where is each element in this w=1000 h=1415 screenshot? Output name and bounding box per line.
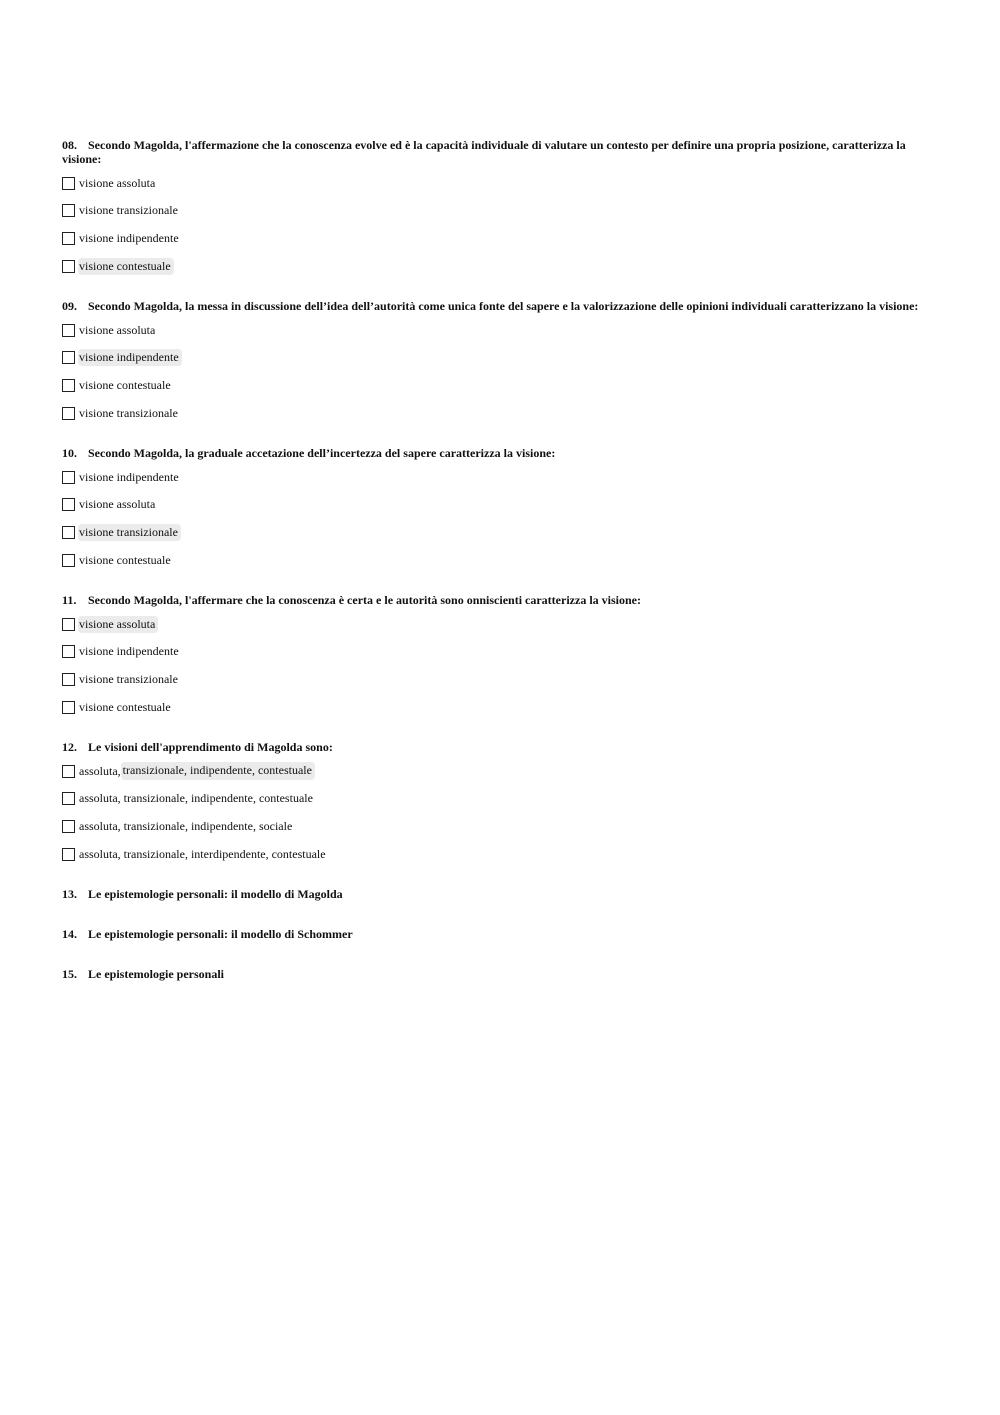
checkbox[interactable] [62,645,75,658]
checkbox[interactable] [62,324,75,337]
option-label: visione transizionale [79,405,178,420]
question-11 [62,593,942,716]
checkbox[interactable] [62,820,75,833]
option-label-highlighted: visione transizionale [78,524,181,541]
option[interactable] [62,790,942,808]
checkbox[interactable] [62,379,75,392]
topic-text: Le epistemologie personali [88,967,224,982]
question-08 [62,138,942,275]
option[interactable] [62,349,942,367]
checkbox[interactable] [62,765,75,778]
option-label: visione transizionale [79,672,178,687]
option[interactable] [62,202,942,220]
checkbox[interactable] [62,526,75,539]
checkbox[interactable] [62,177,75,190]
option-label: visione assoluta [79,175,156,190]
question-title [62,299,942,313]
question-text: Secondo Magolda, l'affermare che la conoscenza è certa e le autorità sono onniscienti caratterizza la visione: [88,593,641,608]
checkbox[interactable] [62,471,75,484]
option[interactable] [62,257,942,275]
option-label: visione contestuale [79,699,171,714]
question-text: Secondo Magolda, la messa in discussione dell’idea dell’autorità come unica fonte del sapere e la valorizzazione delle opinioni individuali caratterizzano la visione: [88,299,919,314]
option-label-highlighted: visione indipendente [78,349,182,366]
option-label: visione indipendente [79,469,179,484]
question-12 [62,740,942,863]
question-number: 12. [62,740,77,755]
checkbox[interactable] [62,792,75,805]
checkbox[interactable] [62,204,75,217]
topic-text: Le epistemologie personali: il modello di Magolda [88,887,343,902]
question-text: Le visioni dell'apprendimento di Magolda sono: [88,740,333,755]
topic-number: 14. [62,927,77,942]
option-label: assoluta, transizionale, indipendente, contestuale [79,791,313,806]
question-title [62,740,942,754]
option-label: assoluta, transizionale, interdipendente, contestuale [79,846,326,861]
question-09 [62,299,942,422]
option-label: visione assoluta [79,497,156,512]
question-text: Secondo Magolda, la graduale accetazione dell’incertezza del sapere caratterizza la visione: [88,446,556,461]
option[interactable] [62,229,942,247]
option[interactable] [62,698,942,716]
option[interactable] [62,845,942,863]
question-title [62,138,942,166]
checkbox[interactable] [62,260,75,273]
option[interactable] [62,643,942,661]
question-number: 10. [62,446,77,461]
question-title [62,593,942,607]
option[interactable] [62,404,942,422]
option[interactable] [62,468,942,486]
option[interactable] [62,615,942,633]
checkbox[interactable] [62,554,75,567]
topic-14 [62,927,942,941]
option[interactable] [62,496,942,514]
question-number: 09. [62,299,77,314]
quiz-page [62,138,942,981]
option-label: visione transizionale [79,203,178,218]
option[interactable] [62,762,942,780]
topic-number: 13. [62,887,77,902]
question-number: 08. [62,138,77,152]
option-label-highlighted-part: transizionale, indipendente, contestuale [121,762,315,780]
option-label-highlighted: visione assoluta [78,616,158,633]
topic-15 [62,967,942,981]
option-label: visione contestuale [79,377,171,392]
topic-13 [62,887,942,901]
question-text: Secondo Magolda, l'affermazione che la conoscenza evolve ed è la capacità individuale di valutare un contesto per definire una propria posizione, caratterizza la visione: [62,138,906,166]
checkbox[interactable] [62,407,75,420]
option[interactable] [62,818,942,836]
question-10 [62,446,942,569]
checkbox[interactable] [62,232,75,245]
option-label: visione contestuale [79,552,171,567]
option[interactable] [62,524,942,542]
question-number: 11. [62,593,77,608]
checkbox[interactable] [62,618,75,631]
option-label: assoluta, transizionale, indipendente, sociale [79,819,293,834]
checkbox[interactable] [62,498,75,511]
option-label: visione indipendente [79,230,179,245]
option-label-highlighted: visione contestuale [78,258,174,275]
option[interactable] [62,551,942,569]
option-label: visione assoluta [79,322,156,337]
checkbox[interactable] [62,673,75,686]
option-label: visione indipendente [79,644,179,659]
option[interactable] [62,174,942,192]
option[interactable] [62,671,942,689]
checkbox[interactable] [62,848,75,861]
option[interactable] [62,376,942,394]
topic-text: Le epistemologie personali: il modello di Schommer [88,927,353,942]
option-label: assoluta, [79,763,121,778]
checkbox[interactable] [62,351,75,364]
question-title [62,446,942,460]
topic-number: 15. [62,967,77,982]
checkbox[interactable] [62,701,75,714]
option[interactable] [62,321,942,339]
